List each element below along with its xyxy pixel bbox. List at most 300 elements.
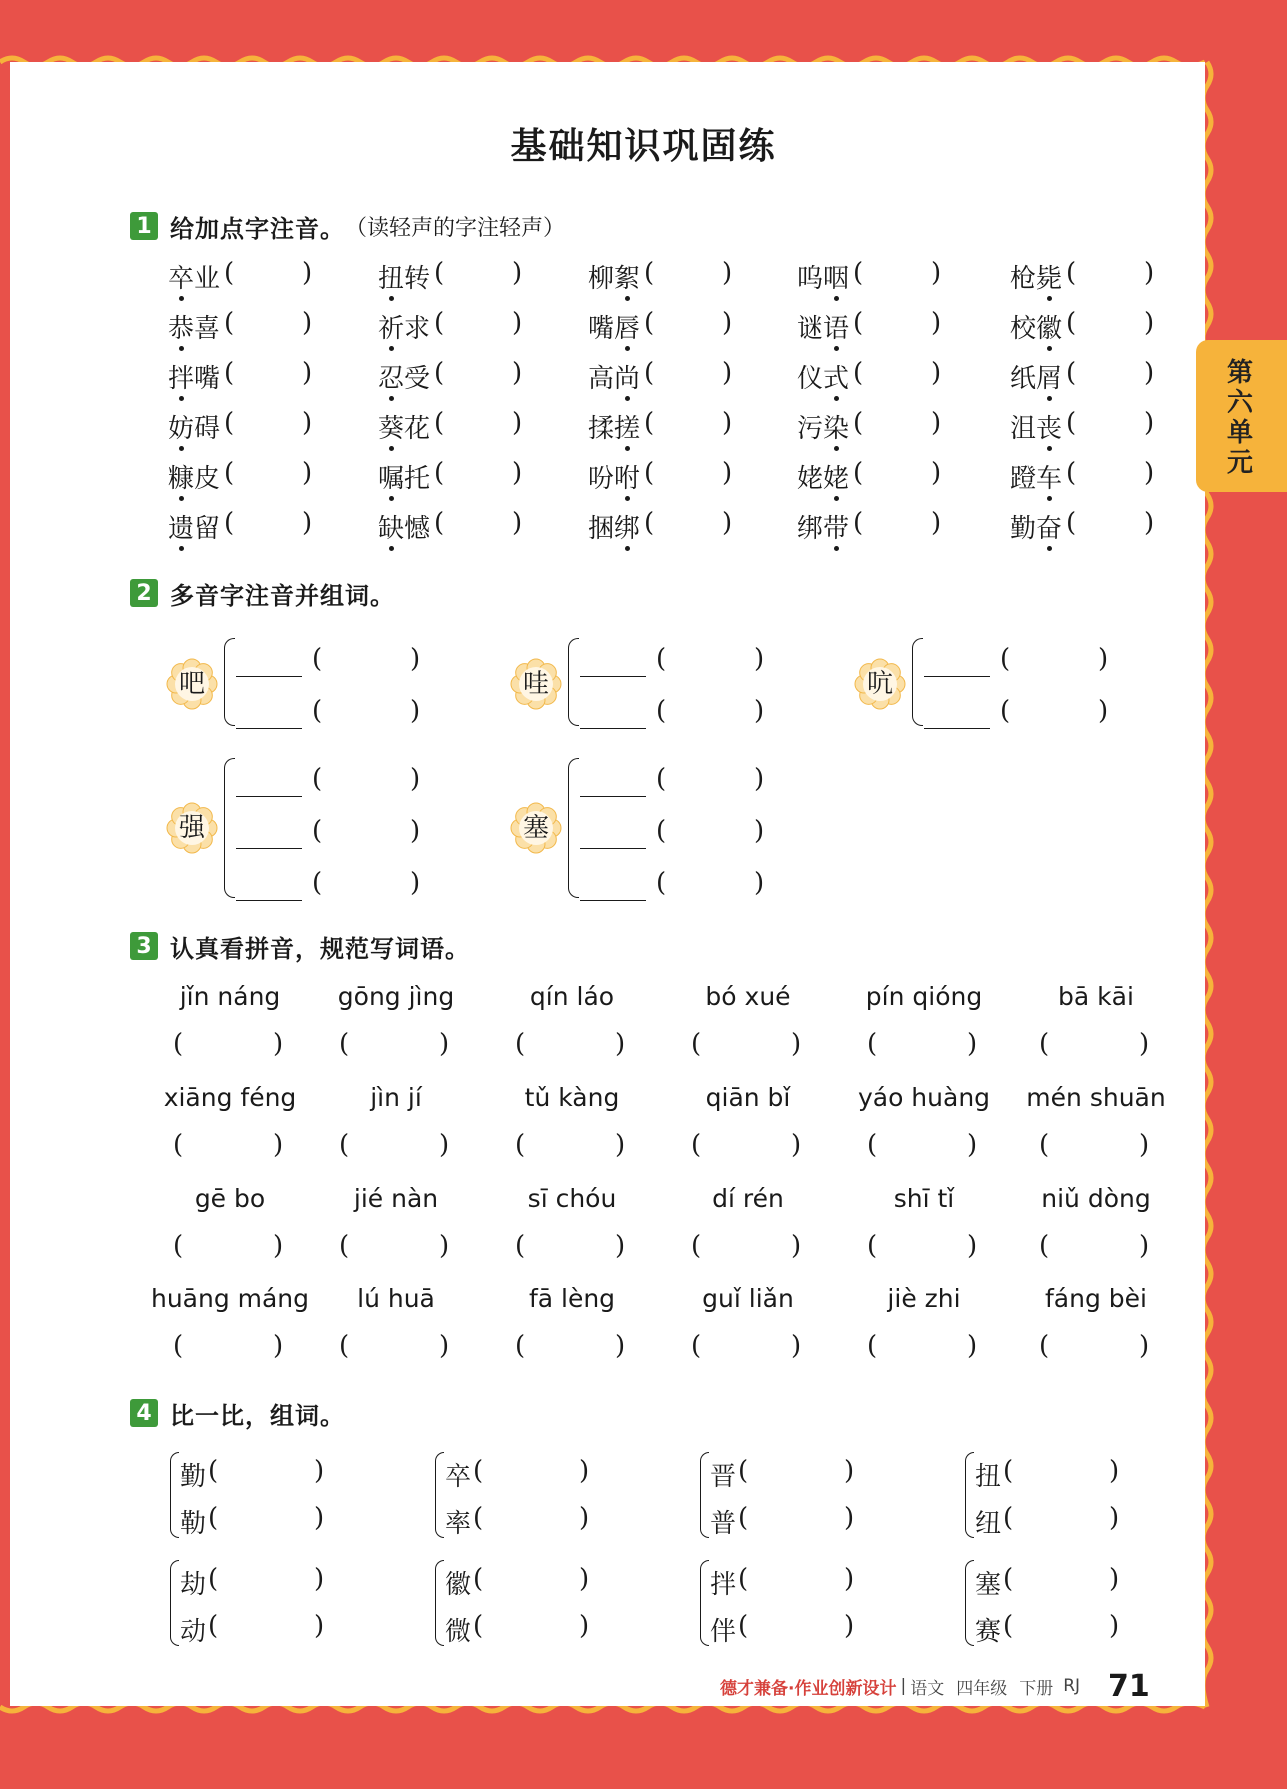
answer-paren-close: ) [615,1231,626,1261]
pinyin-text: qiān bǐ [705,1083,791,1112]
answer-paren-open[interactable]: ( [224,308,235,338]
answer-paren-open[interactable]: ( [515,1029,526,1059]
answer-paren-close: ) [791,1029,802,1059]
answer-paren-open[interactable]: ( [1066,308,1077,338]
answer-paren-open[interactable]: ( [853,458,864,488]
word-blank[interactable] [924,676,990,677]
pair-bracket [965,1452,974,1538]
answer-paren-open[interactable]: ( [1003,1503,1014,1533]
question-text: 认真看拼音，规范写词语。 [170,934,470,963]
answer-paren-open[interactable]: ( [1003,1564,1014,1594]
word-0-2: 柳絮 [588,264,641,294]
answer-paren-close: ) [314,1503,325,1533]
compare-char: 勒 [180,1509,207,1539]
answer-paren-close: ) [722,308,733,338]
group-bracket [568,638,579,726]
answer-paren-open[interactable]: ( [434,408,445,438]
pinyin-paren-open[interactable]: ( [312,764,323,794]
footer-subject: 语文 [910,1678,945,1699]
pinyin-text: guǐ liǎn [702,1284,794,1313]
answer-paren-open[interactable]: ( [1066,258,1077,288]
unit-tab-char: 第 [1226,358,1253,388]
answer-paren-close: ) [1139,1029,1150,1059]
answer-paren-open[interactable]: ( [173,1130,184,1160]
emphasis-dot [389,346,394,351]
answer-paren-close: ) [967,1331,978,1361]
pinyin-paren-open[interactable]: ( [656,764,667,794]
pinyin-text: jǐn náng [179,982,281,1011]
question-note: （读轻声的字注轻声） [345,215,566,241]
answer-paren-close: ) [1139,1130,1150,1160]
answer-paren-close: ) [302,308,313,338]
pinyin-paren-close: ) [410,816,421,846]
emphasis-dot [179,296,184,301]
answer-paren-open[interactable]: ( [1039,1331,1050,1361]
answer-paren-open[interactable]: ( [853,258,864,288]
pinyin-paren-close: ) [410,764,421,794]
emphasis-dot [179,496,184,501]
answer-paren-close: ) [512,258,523,288]
answer-paren-close: ) [844,1564,855,1594]
pinyin-text: yáo huàng [857,1083,991,1112]
group-bracket [568,758,579,898]
answer-paren-close: ) [1144,358,1155,388]
emphasis-dot [179,446,184,451]
word-1-3: 谜语 [797,314,850,344]
emphasis-dot [625,546,630,551]
unit-tab-char: 单 [1226,418,1253,448]
emphasis-dot [834,446,839,451]
unit-tab-char: 六 [1226,388,1253,418]
answer-paren-open[interactable]: ( [738,1456,749,1486]
pinyin-paren-open[interactable]: ( [656,644,667,674]
pair-bracket [700,1452,709,1538]
answer-paren-open[interactable]: ( [644,258,655,288]
pinyin-text: fáng bèi [1045,1284,1147,1313]
word-blank[interactable] [580,728,646,729]
word-3-4: 沮丧 [1010,414,1063,444]
emphasis-dot [834,296,839,301]
compare-char: 扭 [975,1462,1002,1492]
answer-paren-open[interactable]: ( [1039,1231,1050,1261]
pinyin-paren-close: ) [754,816,765,846]
word-2-1: 忍受 [378,364,431,394]
answer-paren-open[interactable]: ( [738,1564,749,1594]
answer-paren-close: ) [1144,308,1155,338]
word-3-3: 污染 [797,414,850,444]
pinyin-text: xiāng féng [163,1083,297,1112]
word-0-1: 扭转 [378,264,431,294]
word-2-2: 高尚 [588,364,641,394]
answer-paren-open[interactable]: ( [434,258,445,288]
answer-paren-close: ) [791,1130,802,1160]
compare-char: 卒 [445,1462,472,1492]
answer-paren-open[interactable]: ( [339,1130,350,1160]
answer-paren-close: ) [931,358,942,388]
word-blank[interactable] [236,728,302,729]
compare-char: 拌 [710,1570,737,1600]
emphasis-dot [389,446,394,451]
answer-paren-open[interactable]: ( [224,258,235,288]
page-title: 基础知识巩固练 [510,126,777,167]
word-5-0: 遗留 [168,514,221,544]
emphasis-dot [1047,446,1052,451]
pinyin-text: dí rén [712,1184,784,1213]
word-blank[interactable] [236,796,302,797]
compare-char: 劫 [180,1570,207,1600]
answer-paren-close: ) [931,308,942,338]
answer-paren-open[interactable]: ( [434,358,445,388]
answer-paren-open[interactable]: ( [224,358,235,388]
word-blank[interactable] [924,728,990,729]
word-4-0: 糠皮 [168,464,221,494]
answer-paren-open[interactable]: ( [515,1331,526,1361]
word-4-4: 蹬车 [1010,464,1063,494]
answer-paren-close: ) [722,258,733,288]
answer-paren-close: ) [579,1564,590,1594]
word-3-1: 葵花 [378,414,431,444]
page-footer [720,1668,1150,1704]
answer-paren-close: ) [302,258,313,288]
pinyin-text: gē bo [194,1184,266,1213]
answer-paren-close: ) [439,1029,450,1059]
emphasis-dot [1047,546,1052,551]
compare-char: 普 [710,1509,737,1539]
pinyin-paren-open[interactable]: ( [656,816,667,846]
group-bracket [912,638,923,726]
emphasis-dot [625,346,630,351]
answer-paren-close: ) [302,358,313,388]
pinyin-text: fā lèng [528,1284,616,1313]
answer-paren-open[interactable]: ( [1066,458,1077,488]
polyphone-char: 塞 [522,813,549,843]
answer-paren-open[interactable]: ( [473,1456,484,1486]
pinyin-text: jìn jí [370,1083,422,1112]
pinyin-paren-open[interactable]: ( [1000,696,1011,726]
answer-paren-close: ) [1144,508,1155,538]
pinyin-text: sī chóu [527,1184,617,1213]
pinyin-text: qín láo [529,982,615,1011]
footer-volume: 下册 [1019,1678,1054,1699]
unit-tab-char: 元 [1226,448,1253,478]
answer-paren-close: ) [844,1456,855,1486]
word-0-0: 卒业 [168,264,221,294]
footer-edition: RJ [1063,1676,1081,1696]
answer-paren-open[interactable]: ( [1003,1456,1014,1486]
pinyin-text: niǔ dòng [1041,1184,1151,1213]
word-0-4: 枪毙 [1010,264,1063,294]
question-number: 2 [130,579,158,607]
compare-char: 晋 [710,1462,737,1492]
pinyin-paren-open[interactable]: ( [312,696,323,726]
answer-paren-open[interactable]: ( [738,1611,749,1641]
answer-paren-open[interactable]: ( [434,508,445,538]
answer-paren-close: ) [314,1456,325,1486]
word-blank[interactable] [236,676,302,677]
answer-paren-open[interactable]: ( [208,1564,219,1594]
compare-char: 微 [445,1617,472,1647]
answer-paren-close: ) [1139,1331,1150,1361]
pinyin-paren-close: ) [754,644,765,674]
pinyin-text: jiè zhi [887,1284,961,1313]
answer-paren-open[interactable]: ( [339,1029,350,1059]
emphasis-dot [834,396,839,401]
answer-paren-close: ) [579,1611,590,1641]
answer-paren-close: ) [273,1231,284,1261]
answer-paren-close: ) [1109,1503,1120,1533]
answer-paren-close: ) [273,1130,284,1160]
word-4-2: 吩咐 [588,464,641,494]
polyphone-char: 吭 [866,669,893,699]
answer-paren-close: ) [844,1611,855,1641]
answer-paren-open[interactable]: ( [644,408,655,438]
answer-paren-close: ) [967,1231,978,1261]
question-4-header [130,1395,345,1431]
answer-paren-close: ) [314,1564,325,1594]
answer-paren-open[interactable]: ( [1066,358,1077,388]
answer-paren-open[interactable]: ( [644,308,655,338]
compare-char: 塞 [975,1570,1002,1600]
answer-paren-close: ) [1144,458,1155,488]
pinyin-paren-close: ) [410,644,421,674]
answer-paren-close: ) [512,458,523,488]
pinyin-paren-open[interactable]: ( [656,868,667,898]
answer-paren-open[interactable]: ( [867,1029,878,1059]
emphasis-dot [834,346,839,351]
compare-char: 纽 [975,1509,1002,1539]
word-5-1: 缺憾 [378,514,431,544]
answer-paren-open[interactable]: ( [339,1231,350,1261]
compare-char: 伴 [710,1617,737,1647]
answer-paren-open[interactable]: ( [208,1611,219,1641]
answer-paren-open[interactable]: ( [691,1331,702,1361]
unit-tab-label [1216,358,1264,478]
compare-char: 赛 [975,1617,1002,1647]
answer-paren-open[interactable]: ( [644,358,655,388]
pinyin-paren-open[interactable]: ( [312,816,323,846]
answer-paren-close: ) [1144,408,1155,438]
compare-char: 动 [180,1617,207,1647]
pair-bracket [965,1560,974,1646]
question-number: 1 [130,212,158,240]
answer-paren-close: ) [931,408,942,438]
answer-paren-open[interactable]: ( [173,1231,184,1261]
pinyin-text: bó xué [705,982,791,1011]
word-4-1: 嘱托 [378,464,431,494]
answer-paren-close: ) [302,458,313,488]
pair-bracket [700,1560,709,1646]
answer-paren-close: ) [931,508,942,538]
pinyin-text: jié nàn [353,1184,439,1213]
answer-paren-open[interactable]: ( [224,408,235,438]
answer-paren-open[interactable]: ( [1003,1611,1014,1641]
answer-paren-open[interactable]: ( [1066,508,1077,538]
answer-paren-close: ) [722,408,733,438]
answer-paren-open[interactable]: ( [515,1130,526,1160]
emphasis-dot [625,496,630,501]
answer-paren-open[interactable]: ( [691,1130,702,1160]
answer-paren-close: ) [1109,1564,1120,1594]
word-blank[interactable] [580,848,646,849]
group-bracket [224,758,235,898]
answer-paren-close: ) [512,308,523,338]
footer-brand: 德才兼备·作业创新设计 [720,1678,897,1699]
answer-paren-open[interactable]: ( [339,1331,350,1361]
emphasis-dot [179,396,184,401]
pinyin-text: mén shuān [1026,1083,1166,1112]
answer-paren-open[interactable]: ( [434,458,445,488]
pinyin-text: lú huā [357,1284,435,1313]
pinyin-text: gōng jìng [337,982,455,1011]
answer-paren-close: ) [512,358,523,388]
answer-paren-close: ) [439,1331,450,1361]
word-blank[interactable] [580,676,646,677]
pinyin-paren-close: ) [410,696,421,726]
answer-paren-open[interactable]: ( [853,508,864,538]
pair-bracket [170,1452,179,1538]
pinyin-paren-close: ) [754,868,765,898]
answer-paren-close: ) [1139,1231,1150,1261]
answer-paren-close: ) [722,358,733,388]
answer-paren-open[interactable]: ( [853,408,864,438]
answer-paren-close: ) [615,1130,626,1160]
pinyin-text: bā kāi [1058,982,1134,1011]
emphasis-dot [179,346,184,351]
answer-paren-open[interactable]: ( [691,1029,702,1059]
word-4-3: 姥姥 [797,464,850,494]
word-blank[interactable] [236,848,302,849]
answer-paren-close: ) [439,1231,450,1261]
answer-paren-close: ) [1109,1611,1120,1641]
word-blank[interactable] [236,900,302,901]
answer-paren-open[interactable]: ( [515,1231,526,1261]
pinyin-paren-open[interactable]: ( [656,696,667,726]
answer-paren-close: ) [931,258,942,288]
footer-grade: 四年级 [956,1678,1008,1699]
answer-paren-open[interactable]: ( [691,1231,702,1261]
emphasis-dot [179,546,184,551]
emphasis-dot [834,546,839,551]
emphasis-dot [834,496,839,501]
word-blank[interactable] [580,796,646,797]
answer-paren-open[interactable]: ( [473,1564,484,1594]
emphasis-dot [1047,396,1052,401]
answer-paren-close: ) [579,1456,590,1486]
emphasis-dot [625,446,630,451]
answer-paren-open[interactable]: ( [224,458,235,488]
word-1-2: 嘴唇 [588,314,641,344]
emphasis-dot [625,396,630,401]
answer-paren-open[interactable]: ( [738,1503,749,1533]
answer-paren-close: ) [967,1130,978,1160]
answer-paren-close: ) [1144,258,1155,288]
answer-paren-open[interactable]: ( [434,308,445,338]
answer-paren-open[interactable]: ( [473,1611,484,1641]
answer-paren-close: ) [791,1231,802,1261]
word-blank[interactable] [580,900,646,901]
word-3-2: 揉搓 [588,414,641,444]
pair-bracket [170,1560,179,1646]
pinyin-paren-close: ) [1098,696,1109,726]
footer-divider: | [900,1676,907,1696]
emphasis-dot [625,296,630,301]
answer-paren-close: ) [439,1130,450,1160]
word-0-3: 呜咽 [797,264,850,294]
answer-paren-close: ) [512,508,523,538]
pinyin-text: tǔ kàng [524,1083,620,1112]
question-text: 给加点字注音。 [170,214,345,243]
answer-paren-open[interactable]: ( [867,1130,878,1160]
question-3-header [130,928,470,964]
word-3-0: 妨碍 [168,414,221,444]
answer-paren-open[interactable]: ( [473,1503,484,1533]
answer-paren-open[interactable]: ( [644,458,655,488]
question-2-header [130,575,395,611]
answer-paren-open[interactable]: ( [867,1231,878,1261]
question-number: 3 [130,932,158,960]
answer-paren-open[interactable]: ( [644,508,655,538]
answer-paren-open[interactable]: ( [173,1331,184,1361]
pair-bracket [435,1452,444,1538]
word-2-3: 仪式 [797,364,850,394]
answer-paren-open[interactable]: ( [1039,1029,1050,1059]
answer-paren-close: ) [967,1029,978,1059]
word-2-4: 纸屑 [1010,364,1063,394]
word-1-0: 恭喜 [168,314,221,344]
answer-paren-open[interactable]: ( [1039,1130,1050,1160]
pinyin-paren-open[interactable]: ( [312,868,323,898]
question-text: 比一比，组词。 [170,1401,345,1430]
word-1-4: 校徽 [1010,314,1063,344]
pinyin-paren-close: ) [410,868,421,898]
pinyin-paren-close: ) [1098,644,1109,674]
word-5-4: 勤奋 [1010,514,1063,544]
answer-paren-close: ) [791,1331,802,1361]
polyphone-char: 强 [178,813,205,843]
question-number: 4 [130,1399,158,1427]
pinyin-paren-close: ) [754,764,765,794]
polyphone-char: 吧 [178,669,205,699]
answer-paren-close: ) [302,508,313,538]
pinyin-paren-open[interactable]: ( [1000,644,1011,674]
answer-paren-open[interactable]: ( [853,308,864,338]
question-text: 多音字注音并组词。 [170,581,395,610]
compare-char: 勤 [180,1462,207,1492]
pair-bracket [435,1560,444,1646]
answer-paren-open[interactable]: ( [853,358,864,388]
answer-paren-close: ) [844,1503,855,1533]
pinyin-paren-close: ) [754,696,765,726]
pinyin-text: shī tǐ [893,1184,955,1213]
answer-paren-close: ) [314,1611,325,1641]
page-number: 71 [1108,1668,1150,1704]
answer-paren-close: ) [273,1029,284,1059]
answer-paren-close: ) [615,1029,626,1059]
emphasis-dot [389,296,394,301]
answer-paren-open[interactable]: ( [208,1503,219,1533]
emphasis-dot [389,546,394,551]
answer-paren-open[interactable]: ( [224,508,235,538]
answer-paren-open[interactable]: ( [1066,408,1077,438]
answer-paren-open[interactable]: ( [867,1331,878,1361]
word-5-3: 绑带 [797,514,850,544]
answer-paren-open[interactable]: ( [208,1456,219,1486]
answer-paren-close: ) [615,1331,626,1361]
emphasis-dot [389,496,394,501]
answer-paren-open[interactable]: ( [173,1029,184,1059]
answer-paren-close: ) [512,408,523,438]
pinyin-paren-open[interactable]: ( [312,644,323,674]
